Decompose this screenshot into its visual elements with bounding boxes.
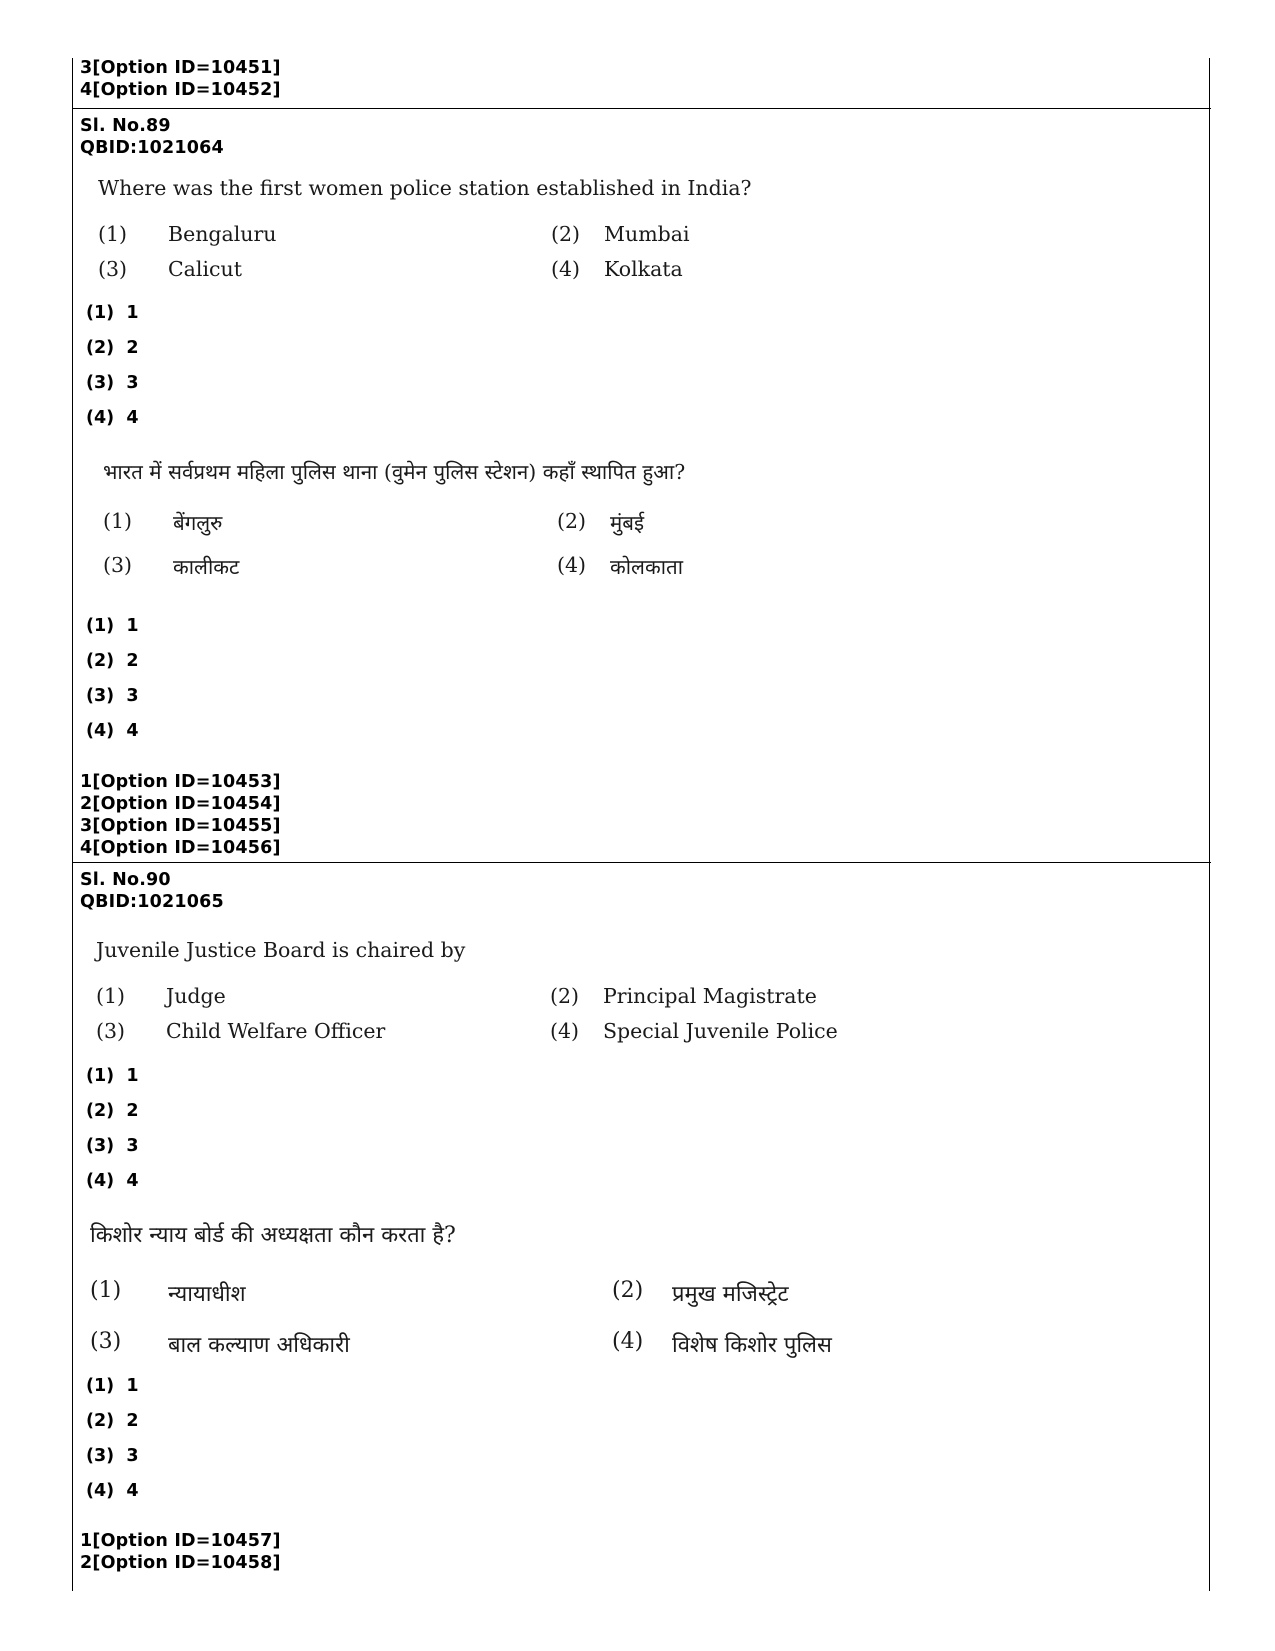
q90-hi-opt2-num: (2)	[612, 1278, 644, 1303]
q90-en-opt4-num: (4)	[550, 1019, 580, 1043]
q90-en-opt1-text: Judge	[166, 984, 226, 1008]
q90-answer-en-1: (1) 1	[86, 1066, 139, 1086]
divider-q89	[72, 108, 1211, 109]
q89-answer-hi-2: (2) 2	[86, 651, 139, 671]
q90-hi-opt3-text: बाल कल्याण अधिकारी	[168, 1333, 350, 1358]
q90-en-opt2-num: (2)	[550, 984, 580, 1008]
q90-answer-en-2: (2) 2	[86, 1101, 139, 1121]
q89-en-opt2-num: (2)	[551, 222, 581, 246]
q89-en-opt4-num: (4)	[551, 257, 581, 281]
q89-question-en: Where was the first women police station established in India?	[98, 176, 752, 200]
q89-answer-hi-1: (1) 1	[86, 616, 139, 636]
q90-qbid: QBID:1021065	[80, 892, 224, 912]
q89-hi-opt1-num: (1)	[103, 509, 133, 533]
q90-en-opt2-text: Principal Magistrate	[603, 984, 817, 1008]
q90-answer-hi-2: (2) 2	[86, 1411, 139, 1431]
q89-option-id-3: 3[Option ID=10455]	[80, 816, 281, 836]
q90-hi-opt1-num: (1)	[90, 1278, 122, 1303]
q89-hi-opt3-num: (3)	[103, 553, 133, 577]
q89-hi-opt3-text: कालीकट	[173, 555, 240, 579]
q89-en-opt4-text: Kolkata	[604, 257, 683, 281]
q89-en-opt1-num: (1)	[98, 222, 128, 246]
q90-hi-opt4-text: विशेष किशोर पुलिस	[672, 1333, 832, 1358]
q89-hi-opt4-num: (4)	[557, 553, 587, 577]
q90-hi-opt4-num: (4)	[612, 1329, 644, 1354]
q90-question-hi: किशोर न्याय बोर्ड की अध्यक्षता कौन करता है?	[90, 1223, 456, 1248]
q89-en-opt3-text: Calicut	[168, 257, 242, 281]
q90-answer-hi-1: (1) 1	[86, 1376, 139, 1396]
q89-answer-hi-3: (3) 3	[86, 686, 139, 706]
q90-sl-no: Sl. No.90	[80, 870, 171, 890]
prev-option-id-3: 3[Option ID=10451]	[80, 58, 281, 78]
q89-answer-en-4: (4) 4	[86, 408, 139, 428]
q89-hi-opt4-text: कोलकाता	[610, 555, 684, 579]
prev-option-id-4: 4[Option ID=10452]	[80, 80, 281, 100]
q90-answer-hi-3: (3) 3	[86, 1446, 139, 1466]
q90-answer-en-3: (3) 3	[86, 1136, 139, 1156]
q90-option-id-1: 1[Option ID=10457]	[80, 1531, 281, 1551]
q90-question-en: Juvenile Justice Board is chaired by	[96, 938, 466, 962]
q90-en-opt3-text: Child Welfare Officer	[166, 1019, 386, 1043]
q89-en-opt1-text: Bengaluru	[168, 222, 277, 246]
q89-en-opt3-num: (3)	[98, 257, 128, 281]
q89-sl-no: Sl. No.89	[80, 116, 171, 136]
q89-option-id-1: 1[Option ID=10453]	[80, 772, 281, 792]
q89-en-opt2-text: Mumbai	[604, 222, 690, 246]
q90-answer-hi-4: (4) 4	[86, 1481, 139, 1501]
q90-hi-opt3-num: (3)	[90, 1329, 122, 1354]
q90-en-opt3-num: (3)	[96, 1019, 126, 1043]
q90-hi-opt2-text: प्रमुख मजिस्ट्रेट	[672, 1282, 789, 1307]
q90-option-id-2: 2[Option ID=10458]	[80, 1553, 281, 1573]
divider-q90	[72, 862, 1211, 863]
q89-option-id-2: 2[Option ID=10454]	[80, 794, 281, 814]
q89-hi-opt1-text: बेंगलुरु	[173, 511, 223, 535]
q89-qbid: QBID:1021064	[80, 138, 224, 158]
q90-answer-en-4: (4) 4	[86, 1171, 139, 1191]
q89-answer-en-1: (1) 1	[86, 303, 139, 323]
q89-hi-opt2-num: (2)	[557, 509, 587, 533]
q90-en-opt1-num: (1)	[96, 984, 126, 1008]
q89-option-id-4: 4[Option ID=10456]	[80, 838, 281, 858]
q89-answer-en-2: (2) 2	[86, 338, 139, 358]
q89-answer-hi-4: (4) 4	[86, 721, 139, 741]
q89-question-hi: भारत में सर्वप्रथम महिला पुलिस थाना (वुमेन पुलिस स्टेशन) कहाँ स्थापित हुआ?	[103, 460, 686, 484]
q89-answer-en-3: (3) 3	[86, 373, 139, 393]
q90-hi-opt1-text: न्यायाधीश	[168, 1282, 246, 1307]
q90-en-opt4-text: Special Juvenile Police	[603, 1019, 838, 1043]
q89-hi-opt2-text: मुंबई	[610, 511, 645, 535]
